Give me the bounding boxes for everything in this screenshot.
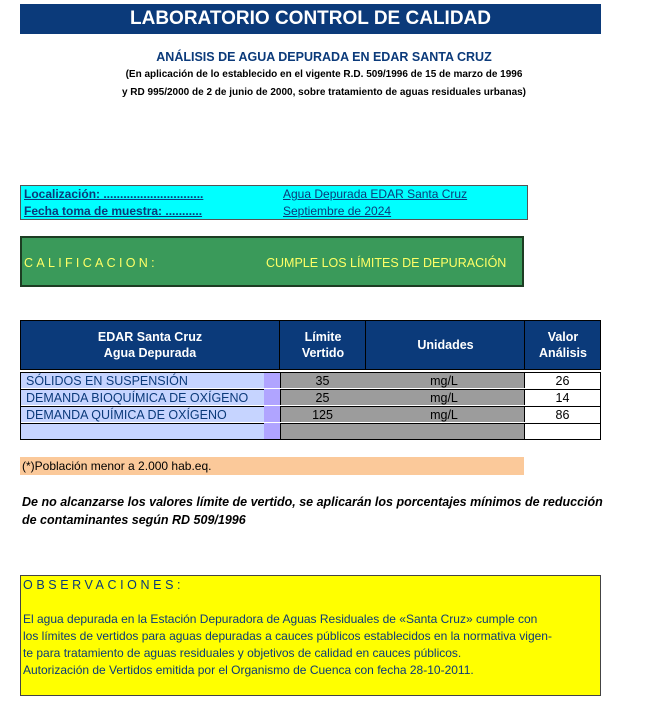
table-row xyxy=(20,372,601,388)
poblacion-note: (*)Población menor a 2.000 hab.eq. xyxy=(20,457,524,475)
page-title: LABORATORIO CONTROL DE CALIDAD xyxy=(20,4,601,34)
header-limite: Límite Vertido xyxy=(279,321,366,369)
table-row xyxy=(20,389,601,405)
legal-note-line2: y RD 995/2000 de 2 de junio de 2000, sobre tratamiento de aguas residuales urbanas) xyxy=(121,87,527,98)
analysis-value: 26 xyxy=(524,372,601,388)
results-table-header xyxy=(20,320,601,370)
calificacion-box xyxy=(20,236,524,287)
sample-info-box xyxy=(20,185,528,220)
analysis-value: 14 xyxy=(524,389,601,405)
limit-value: 125 xyxy=(280,406,364,422)
report-subtitle: ANÁLISIS DE AGUA DEPURADA EN EDAR SANTA CRUZ xyxy=(156,50,492,64)
header-unidades: Unidades xyxy=(365,321,525,369)
observaciones-text: El agua depurada en la Estación Depuradora de Aguas Residuales de «Santa Cruz» cumple con los límites de vertidos para aguas depuradas a cauces públicos establecidos en la normativa vigen- te para tratamiento de aguas residuales y objetivos de calidad en cauces públicos. Autorización de Vertidos emitida por el Organismo de Cuenca con fecha 28-10-2011. xyxy=(23,612,552,677)
parameter-name: DEMANDA BIOQUÍMICA DE OXÍGENO xyxy=(20,389,264,405)
calificacion-value: CUMPLE LOS LÍMITES DE DEPURACIÓN xyxy=(266,256,507,270)
localizacion-value: Agua Depurada EDAR Santa Cruz xyxy=(283,187,468,201)
fecha-label: Fecha toma de muestra: ........... xyxy=(24,204,203,218)
row-strip xyxy=(264,406,280,422)
fecha-value: Septiembre de 2024 xyxy=(283,204,392,218)
unit-value: mg/L xyxy=(364,406,524,422)
limit-value xyxy=(280,423,364,439)
parameter-name: DEMANDA QUÍMICA DE OXÍGENO xyxy=(20,406,264,422)
limit-value: 35 xyxy=(280,372,364,388)
unit-value: mg/L xyxy=(364,372,524,388)
observaciones-box xyxy=(20,575,601,696)
analysis-value: 86 xyxy=(524,406,601,422)
parameter-name: SÓLIDOS EN SUSPENSIÓN xyxy=(20,372,264,388)
table-row xyxy=(20,406,601,422)
analysis-value xyxy=(524,423,601,439)
legal-note-line1: (En aplicación de lo establecido en el vigente R.D. 509/1996 de 15 de marzo de 1996 xyxy=(125,69,523,80)
row-strip xyxy=(264,372,280,388)
header-valor: Valor Análisis xyxy=(524,321,601,369)
reduction-warning: De no alcanzarse los valores límite de vertido, se aplicarán los porcentajes mínimos de reducción de contaminantes según RD 509/1996 xyxy=(22,495,603,527)
unit-value: mg/L xyxy=(364,389,524,405)
localizacion-label: Localización: .............................. xyxy=(24,187,204,201)
limit-value: 25 xyxy=(280,389,364,405)
row-strip xyxy=(264,389,280,405)
calificacion-label: CALIFICACION: xyxy=(24,256,158,270)
header-edar: EDAR Santa Cruz Agua Depurada xyxy=(97,330,203,360)
table-row xyxy=(20,423,601,439)
row-strip xyxy=(264,423,280,439)
observaciones-title: OBSERVACIONES: xyxy=(23,578,185,592)
unit-value xyxy=(364,423,524,439)
parameter-name xyxy=(20,423,264,439)
